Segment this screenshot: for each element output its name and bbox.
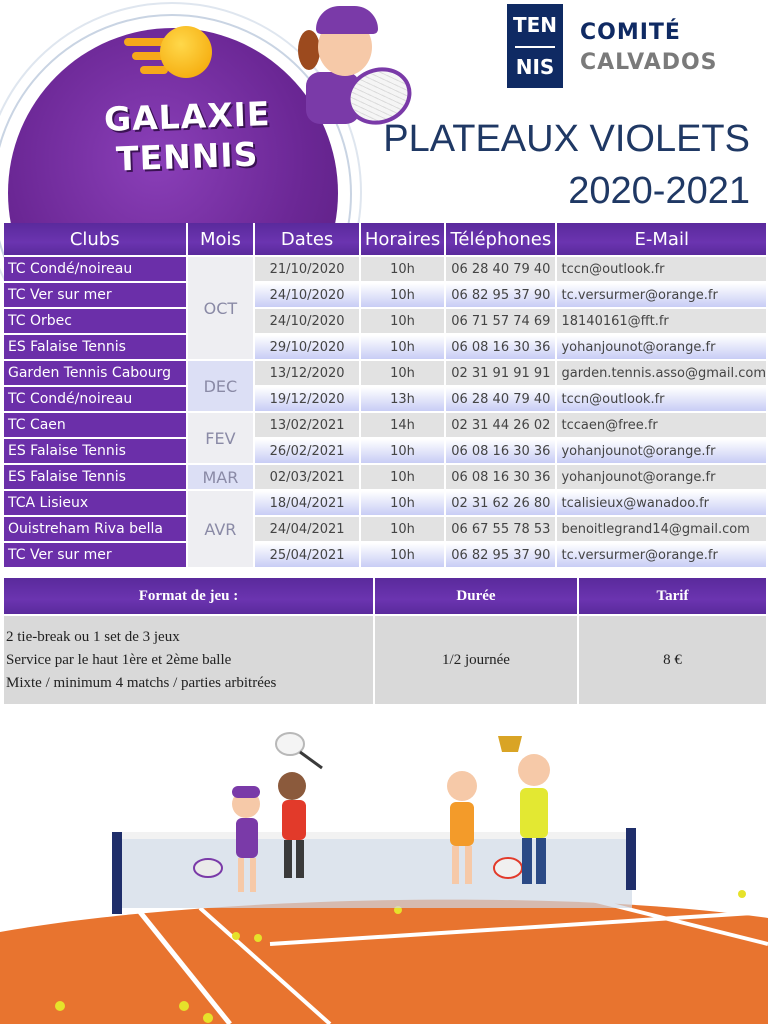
kid-head: [447, 771, 477, 801]
tennis-ball-icon: [179, 1001, 189, 1011]
table-row: [4, 335, 766, 361]
table-row: [4, 543, 766, 569]
email-cell: tccn@outlook.fr: [557, 387, 766, 413]
mascot-cap: [316, 6, 378, 34]
tennis-ball-icon: [160, 26, 212, 78]
kid-leg: [465, 846, 472, 884]
header-dates: Dates: [255, 223, 361, 257]
table-row: [4, 491, 766, 517]
date-cell: 21/10/2020: [255, 257, 361, 283]
page-subtitle-season: 2020-2021: [568, 170, 750, 212]
tennis-box-logo: [507, 4, 563, 88]
phone-cell: 06 67 55 78 53: [446, 517, 557, 543]
table-row: [4, 257, 766, 283]
date-cell: 25/04/2021: [255, 543, 361, 569]
tennis-ball-icon: [203, 1013, 213, 1023]
hour-cell: 10h: [361, 491, 446, 517]
phone-cell: 06 28 40 79 40: [446, 387, 557, 413]
table-row: [4, 361, 766, 387]
racket-icon: [494, 858, 522, 878]
phone-cell: 06 08 16 30 36: [446, 465, 557, 491]
club-cell: Ouistreham Riva bella: [4, 517, 188, 543]
format-table: [4, 578, 766, 704]
net-and-kids-illustration: [0, 728, 768, 918]
tennis-net: [116, 838, 632, 908]
racket-handle: [300, 752, 322, 768]
table-row: [4, 465, 766, 491]
hour-cell: 10h: [361, 283, 446, 309]
table-row: [4, 309, 766, 335]
header-telephones: Téléphones: [446, 223, 557, 257]
federation-line2: CALVADOS: [580, 50, 718, 75]
logo-text-galaxie: GALAXIE: [103, 94, 272, 139]
kid-leg: [522, 838, 532, 884]
tennis-ball-icon: [232, 932, 240, 940]
date-cell: 24/10/2020: [255, 309, 361, 335]
date-cell: 18/04/2021: [255, 491, 361, 517]
kid-cap: [232, 786, 260, 798]
phone-cell: 02 31 44 26 02: [446, 413, 557, 439]
date-cell: 29/10/2020: [255, 335, 361, 361]
kid-body: [236, 818, 258, 858]
phone-cell: 06 82 95 37 90: [446, 283, 557, 309]
format-rule: Mixte / minimum 4 matchs / parties arbitrées: [6, 674, 277, 691]
hour-cell: 10h: [361, 465, 446, 491]
net-band: [116, 832, 632, 839]
date-cell: 26/02/2021: [255, 439, 361, 465]
month-cell: OCT: [188, 257, 256, 361]
club-cell: TC Caen: [4, 413, 188, 439]
email-cell: tc.versurmer@orange.fr: [557, 283, 766, 309]
club-cell: Garden Tennis Cabourg: [4, 361, 188, 387]
email-cell: tccn@outlook.fr: [557, 257, 766, 283]
duration-cell: 1/2 journée: [375, 614, 579, 704]
logo-text-tennis: TENNIS: [115, 134, 259, 179]
club-cell: ES Falaise Tennis: [4, 465, 188, 491]
email-cell: tccaen@free.fr: [557, 413, 766, 439]
club-cell: TC Orbec: [4, 309, 188, 335]
date-cell: 24/10/2020: [255, 283, 361, 309]
month-cell: MAR: [188, 465, 256, 491]
hour-cell: 10h: [361, 517, 446, 543]
racket-icon: [276, 733, 304, 755]
kid-head: [278, 772, 306, 800]
header-mois: Mois: [188, 223, 256, 257]
date-cell: 19/12/2020: [255, 387, 361, 413]
hour-cell: 10h: [361, 335, 446, 361]
email-cell: yohanjounot@orange.fr: [557, 465, 766, 491]
phone-cell: 02 31 62 26 80: [446, 491, 557, 517]
phone-cell: 06 28 40 79 40: [446, 257, 557, 283]
format-header-row: [4, 578, 766, 614]
table-row: [4, 283, 766, 309]
mascot-hair: [298, 30, 320, 70]
hour-cell: 10h: [361, 439, 446, 465]
trophy-icon: [498, 736, 522, 752]
phone-cell: 06 08 16 30 36: [446, 335, 557, 361]
club-cell: ES Falaise Tennis: [4, 335, 188, 361]
format-rule: 2 tie-break ou 1 set de 3 jeux: [6, 628, 180, 645]
date-cell: 24/04/2021: [255, 517, 361, 543]
kid-body: [282, 800, 306, 840]
email-cell: yohanjounot@orange.fr: [557, 335, 766, 361]
box-separator: [515, 46, 555, 48]
phone-cell: 06 82 95 37 90: [446, 543, 557, 569]
email-cell: benoitlegrand14@gmail.com: [557, 517, 766, 543]
table-row: [4, 387, 766, 413]
kid-leg: [284, 840, 292, 878]
net-post: [626, 828, 636, 890]
phone-cell: 06 08 16 30 36: [446, 439, 557, 465]
email-cell: garden.tennis.asso@gmail.com: [557, 361, 766, 387]
month-cell: AVR: [188, 491, 256, 569]
racket-icon: [194, 859, 222, 877]
federation-line1: COMITÉ: [580, 20, 681, 45]
table-row: [4, 413, 766, 439]
email-cell: tcalisieux@wanadoo.fr: [557, 491, 766, 517]
month-cell: FEV: [188, 413, 256, 465]
kid-leg: [296, 840, 304, 878]
header-clubs: Clubs: [4, 223, 188, 257]
month-cell: DEC: [188, 361, 256, 413]
club-cell: ES Falaise Tennis: [4, 439, 188, 465]
date-cell: 13/02/2021: [255, 413, 361, 439]
date-cell: 13/12/2020: [255, 361, 361, 387]
kid-leg: [250, 858, 256, 892]
hour-cell: 10h: [361, 543, 446, 569]
date-cell: 02/03/2021: [255, 465, 361, 491]
table-row: [4, 439, 766, 465]
net-post: [112, 832, 122, 914]
page-title: PLATEAUX VIOLETS: [383, 118, 750, 160]
header-duree: Durée: [375, 578, 579, 614]
header-format: Format de jeu :: [4, 578, 375, 614]
phone-cell: 02 31 91 91 91: [446, 361, 557, 387]
header-tarif: Tarif: [579, 578, 766, 614]
ball-trail: [140, 66, 168, 74]
email-cell: 18140161@fft.fr: [557, 309, 766, 335]
hour-cell: 10h: [361, 309, 446, 335]
club-cell: TC Condé/noireau: [4, 387, 188, 413]
tennis-ball-icon: [55, 1001, 65, 1011]
box-top-text: TEN: [512, 13, 558, 37]
schedule-table: [4, 223, 766, 569]
tennis-ball-icon: [254, 934, 262, 942]
price-cell: 8 €: [579, 614, 766, 704]
kid-leg: [452, 846, 459, 884]
phone-cell: 06 71 57 74 69: [446, 309, 557, 335]
kid-leg: [536, 838, 546, 884]
table-row: [4, 517, 766, 543]
club-cell: TC Condé/noireau: [4, 257, 188, 283]
format-row: [4, 614, 766, 704]
kid-body: [450, 802, 474, 846]
table-header-row: [4, 223, 766, 257]
hour-cell: 13h: [361, 387, 446, 413]
email-cell: yohanjounot@orange.fr: [557, 439, 766, 465]
email-cell: tc.versurmer@orange.fr: [557, 543, 766, 569]
format-rule: Service par le haut 1ère et 2ème balle: [6, 651, 232, 668]
hour-cell: 14h: [361, 413, 446, 439]
format-rules-cell: [4, 614, 375, 704]
box-bottom-text: NIS: [515, 55, 555, 79]
header-email: E-Mail: [557, 223, 766, 257]
hour-cell: 10h: [361, 361, 446, 387]
kid-head: [518, 754, 550, 786]
header-horaires: Horaires: [361, 223, 446, 257]
kid-body: [520, 788, 548, 838]
club-cell: TC Ver sur mer: [4, 543, 188, 569]
club-cell: TCA Lisieux: [4, 491, 188, 517]
club-cell: TC Ver sur mer: [4, 283, 188, 309]
hour-cell: 10h: [361, 257, 446, 283]
kid-leg: [238, 858, 244, 892]
